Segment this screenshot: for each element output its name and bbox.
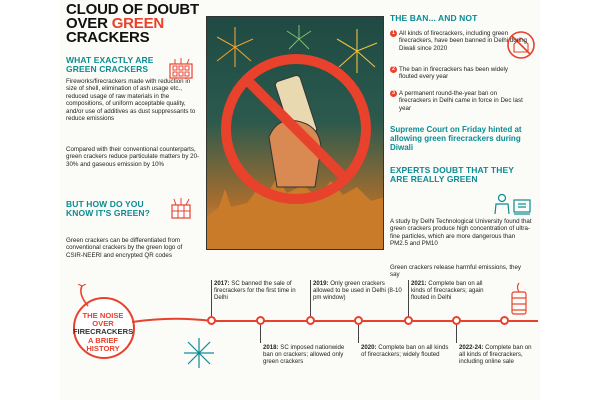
city-skyline <box>207 177 384 250</box>
headline-line-3: CRACKERS <box>66 29 150 46</box>
scientists-icon <box>492 192 534 218</box>
timeline-entry-2018: 2018: SC imposed nationwide ban on crackers; allowed only green crackers <box>263 344 345 366</box>
timeline-entry-2019: 2019: Only green crackers allowed to be used in Delhi (8-10 pm window) <box>313 280 402 302</box>
firecracker-box-icon <box>168 196 198 220</box>
experts-paragraph-1: A study by Delhi Technological University found that green crackers produce high concentration of ultra-fine particles, which are more dangerous than PM2.5 and PM10 <box>390 218 532 248</box>
poster-illustration <box>206 16 384 250</box>
ban-item-2: 2 The ban in firecrackers has been widely flouted every year <box>392 66 509 81</box>
timeline-dot-2022-24 <box>452 316 461 325</box>
timeline-tick <box>310 280 311 316</box>
headline-line-2: OVER GREEN <box>66 15 165 32</box>
fuse-line <box>132 314 212 326</box>
rocket-firecracker-icon <box>504 282 534 318</box>
timeline-entry-2021: 2021: Complete ban on all kinds of firecrackers; again flouted in Delhi <box>411 280 484 302</box>
timeline-tick <box>408 280 409 316</box>
timeline-tick <box>260 325 261 343</box>
experts-paragraph-2: Green crackers release harmful emissions, they say <box>390 264 522 279</box>
headline-line-1: CLOUD OF DOUBT <box>66 1 200 18</box>
timeline-dot-2017 <box>207 316 216 325</box>
sparkler-icon <box>182 336 216 370</box>
experts-heading: EXPERTS DOUBT THAT THEY ARE REALLY GREEN <box>390 165 514 184</box>
firework-burst-left <box>217 27 253 67</box>
fireworks-illustration <box>207 17 384 250</box>
infographic-sheet <box>60 0 540 400</box>
history-label: THE NOISE OVER FIRECRACKERS A BRIEF HISTORY <box>72 311 134 353</box>
firework-burst-right <box>337 29 377 73</box>
timeline-tick <box>211 280 212 316</box>
ban-list <box>390 30 530 140</box>
timeline-dot-2021 <box>404 316 413 325</box>
timeline-dot-2019 <box>306 316 315 325</box>
firework-burst-green <box>287 25 311 49</box>
ban-heading: THE BAN... AND NOT <box>390 13 478 23</box>
what-paragraph-2: Compared with their conventional counterparts, green crackers reduce particulate matters by 20-30% and gaseous emission by 10% <box>66 146 200 168</box>
what-paragraph-1: Fireworks/firecrackers made with reduction in size of shell, elimination of ash usage etc., reduced usage of raw materials in the compositions, of uniform acceptable quality, and/or use of additives as dust suppressants to reduce emissions <box>66 78 196 123</box>
ban-item-3: 3 A permanent round-the-year ban on firecrackers in Delhi came in force in Dec last year <box>392 90 523 112</box>
how-heading: BUT HOW DO YOU KNOW IT'S GREEN? <box>66 199 150 218</box>
firecracker-box-icon <box>168 56 198 80</box>
headline <box>66 3 199 45</box>
timeline-dot-2020 <box>354 316 363 325</box>
how-paragraph: Green crackers can be differentiated from conventional crackers by the green logo of CSIR-NEERI and encrypted QR codes <box>66 237 183 259</box>
timeline-entry-2022-24: 2022-24: Complete ban on all kinds of firecrackers, including online sale <box>459 344 532 366</box>
timeline-tick <box>358 325 359 343</box>
timeline-tick <box>456 325 457 343</box>
what-heading: WHAT EXACTLY ARE GREEN CRACKERS <box>66 55 154 74</box>
timeline-entry-2020: 2020: Complete ban on all kinds of firecrackers; widely flouted <box>361 344 449 359</box>
ban-item-1: 1 All kinds of firecrackers, including green firecrackers, have been banned in Delhi during Diwali since 2020 <box>392 30 527 52</box>
timeline-dot-2018 <box>256 316 265 325</box>
supreme-court-note: Supreme Court on Friday hinted at allowing green firecrackers during Diwali <box>390 125 522 152</box>
timeline-entry-2017: 2017: SC banned the sale of firecrackers for the first time in Delhi <box>214 280 296 302</box>
